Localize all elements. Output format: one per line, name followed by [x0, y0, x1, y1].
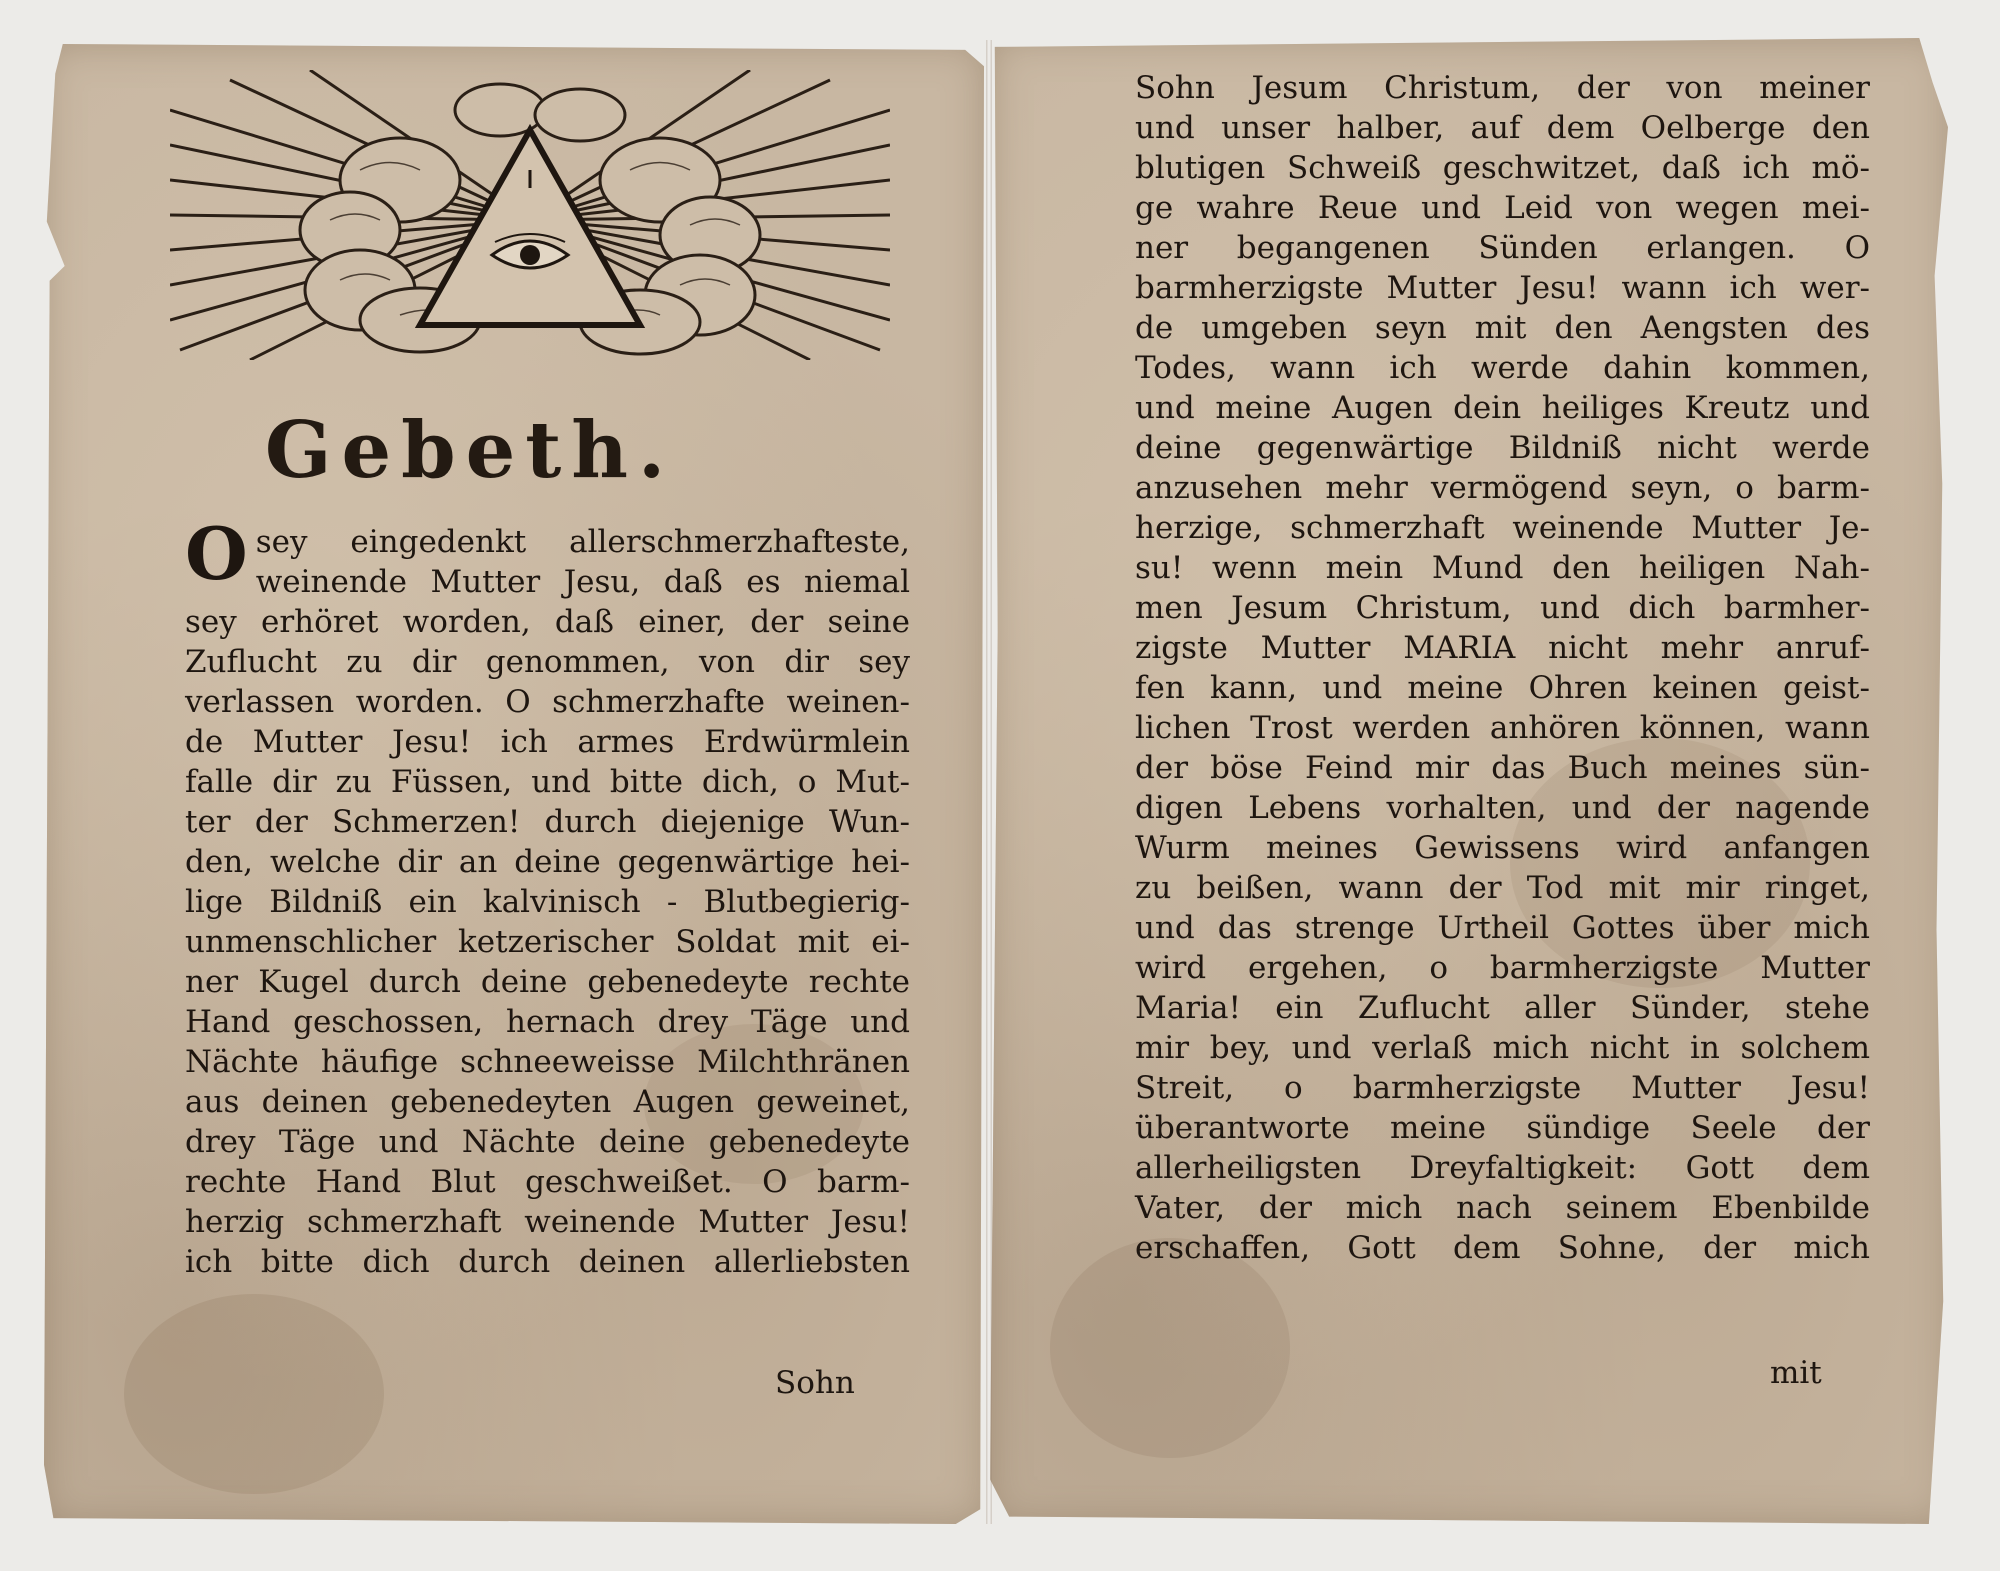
text-line: erschaffen, Gott dem Sohne, der mich [1135, 1230, 1870, 1266]
text-line: de Mutter Jesu! ich armes Erdwürmlein [185, 724, 910, 760]
text-line: ner begangenen Sünden erlangen. O [1135, 230, 1870, 266]
text-line: der böse Feind mir das Buch meines sün- [1135, 750, 1870, 786]
text-line: falle dir zu Füssen, und bitte dich, o Mut- [185, 764, 910, 800]
left-text-column [185, 511, 910, 1282]
text-line: herzige, schmerzhaft weinende Mutter Je- [1135, 510, 1870, 546]
text-line: men Jesum Christum, und dich barmher- [1135, 590, 1870, 626]
text-line: Streit, o barmherzigste Mutter Jesu! [1135, 1070, 1870, 1106]
text-line: ter der Schmerzen! durch diejenige Wun- [185, 804, 910, 840]
catchword-right: mit [1770, 1355, 1822, 1391]
text-line: anzusehen mehr vermögend seyn, o barm- [1135, 470, 1870, 506]
text-line: digen Lebens vorhalten, und der nagende [1135, 790, 1870, 826]
text-line: und meine Augen dein heiliges Kreutz und [1135, 390, 1870, 426]
text-line: Wurm meines Gewissens wird anfangen [1135, 830, 1870, 866]
text-line: drey Täge und Nächte deine gebenedeyte [185, 1124, 910, 1160]
text-line: und unser halber, auf dem Oelberge den [1135, 110, 1870, 146]
text-line: Sohn Jesum Christum, der von meiner [1135, 70, 1870, 106]
text-line: sey erhöret worden, daß einer, der seine [185, 604, 910, 640]
text-line: verlassen worden. O schmerzhafte weinen- [185, 684, 910, 720]
text-line: allerheiligsten Dreyfaltigkeit: Gott dem [1135, 1150, 1870, 1186]
text-line: und das strenge Urtheil Gottes über mich [1135, 910, 1870, 946]
text-line: barmherzigste Mutter Jesu! wann ich wer- [1135, 270, 1870, 306]
text-line: zu beißen, wann der Tod mit mir ringet, [1135, 870, 1870, 906]
text-line: blutigen Schweiß geschwitzet, daß ich mö- [1135, 150, 1870, 186]
text-line: den, welche dir an deine gegenwärtige hei- [185, 844, 910, 880]
text-line: ich bitte dich durch deinen allerliebsten [185, 1244, 910, 1280]
text-line: Zuflucht zu dir genommen, von dir sey [185, 644, 910, 680]
text-line: fen kann, und meine Ohren keinen geist- [1135, 670, 1870, 706]
text-line: aus deinen gebenedeyten Augen geweinet, [185, 1084, 910, 1120]
text-line: su! wenn mein Mund den heiligen Nah- [1135, 550, 1870, 586]
text-line: sey eingedenkt allerschmerzhafteste, [255, 524, 910, 560]
text-line: deine gegenwärtige Bildniß nicht werde [1135, 430, 1870, 466]
text-line: lige Bildniß ein kalvinisch - Blutbegierig- [185, 884, 910, 920]
drop-cap: O [185, 511, 248, 596]
text-line: wird ergehen, o barmherzigste Mutter [1135, 950, 1870, 986]
eye-of-providence-emblem [170, 70, 890, 360]
catchword-left: Sohn [775, 1365, 855, 1401]
page-fold [986, 40, 992, 1524]
right-text-column [1135, 68, 1870, 1268]
text-line: Todes, wann ich werde dahin kommen, [1135, 350, 1870, 386]
text-line: rechte Hand Blut geschweißet. O barm- [185, 1164, 910, 1200]
text-line: Vater, der mich nach seinem Ebenbilde [1135, 1190, 1870, 1226]
text-line: ge wahre Reue und Leid von wegen mei- [1135, 190, 1870, 226]
text-line: überantworte meine sündige Seele der [1135, 1110, 1870, 1146]
text-line: zigste Mutter MARIA nicht mehr anruf- [1135, 630, 1870, 666]
text-line: unmenschlicher ketzerischer Soldat mit ei- [185, 924, 910, 960]
text-line: lichen Trost werden anhören können, wann [1135, 710, 1870, 746]
text-line: mir bey, und verlaß mich nicht in solchem [1135, 1030, 1870, 1066]
text-line: Maria! ein Zuflucht aller Sünder, stehe [1135, 990, 1870, 1026]
text-line: herzig schmerzhaft weinende Mutter Jesu! [185, 1204, 910, 1240]
page-title: Gebeth. [264, 405, 676, 496]
text-line: Hand geschossen, hernach drey Täge und [185, 1004, 910, 1040]
text-line: ner Kugel durch deine gebenedeyte rechte [185, 964, 910, 1000]
text-line: weinende Mutter Jesu, daß es niemal [255, 564, 910, 600]
text-line: de umgeben seyn mit den Aengsten des [1135, 310, 1870, 346]
text-line: Nächte häufige schneeweisse Milchthränen [185, 1044, 910, 1080]
